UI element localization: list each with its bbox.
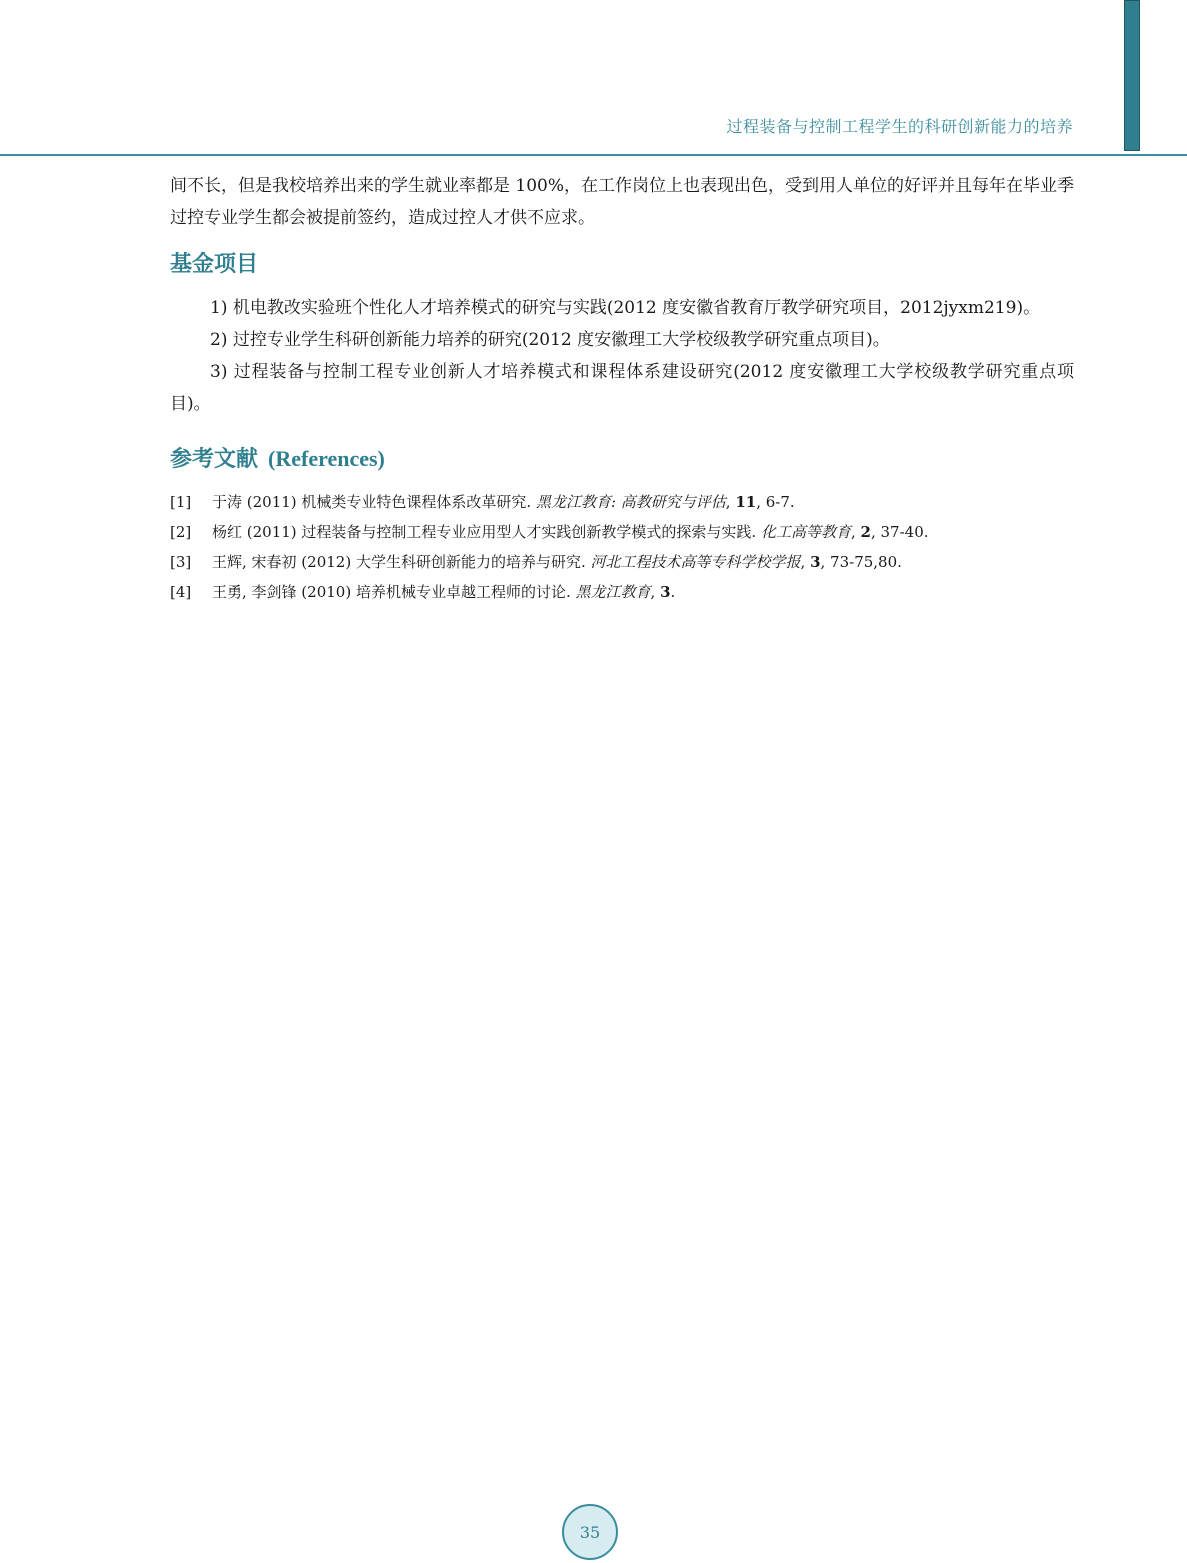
reference-sep: ,: [850, 523, 861, 541]
reference-number: [2]: [170, 523, 192, 541]
reference-tail: .: [670, 583, 676, 601]
reference-list: [170, 487, 1074, 607]
reference-item: [170, 547, 1074, 577]
page-number: 35: [562, 1504, 618, 1560]
reference-journal: 化工高等教育: [760, 523, 851, 541]
reference-sep: ,: [800, 553, 811, 571]
funding-item-3: 3) 过程装备与控制工程专业创新人才培养模式和课程体系建设研究(2012 度安徽理工大学校级教学研究重点项目)。: [170, 362, 1074, 414]
reference-body: [212, 577, 1074, 607]
header-rule: [0, 154, 1187, 156]
reference-volume: 3: [660, 583, 671, 601]
reference-text: 王辉, 宋春初 (2012) 大学生科研创新能力的培养与研究.: [212, 553, 591, 571]
reference-tail: , 73-75,80.: [820, 553, 902, 571]
reference-volume: 2: [860, 523, 871, 541]
reference-item: [170, 517, 1074, 547]
reference-body: [212, 547, 1074, 577]
reference-journal: 黑龙江教育: [575, 583, 651, 601]
reference-text: 于涛 (2011) 机械类专业特色课程体系改革研究.: [212, 493, 536, 511]
reference-tail: , 37-40.: [870, 523, 929, 541]
reference-item: [170, 487, 1074, 517]
reference-tail: , 6-7.: [756, 493, 795, 511]
references-heading-cn: 参考文献: [170, 447, 259, 472]
reference-body: [212, 517, 1074, 547]
reference-text: 王勇, 李剑锋 (2010) 培养机械专业卓越工程师的讨论.: [212, 583, 576, 601]
funding-item-1: 1) 机电教改实验班个性化人才培养模式的研究与实践(2012 度安徽省教育厅教学研究项目，2012jyxm219)。: [210, 298, 1041, 318]
funding-item-2: 2) 过控专业学生科研创新能力培养的研究(2012 度安徽理工大学校级教学研究重点项目)。: [210, 330, 890, 350]
reference-number: [1]: [170, 493, 192, 511]
reference-sep: ,: [725, 493, 736, 511]
reference-text: 杨红 (2011) 过程装备与控制工程专业应用型人才实践创新教学模式的探索与实践.: [212, 523, 761, 541]
body-continuation: 间不长，但是我校培养出来的学生就业率都是 100%，在工作岗位上也表现出色，受到用人单位的好评并且每年在毕业季过控专业学生都会被提前签约，造成过控人才供不应求。: [170, 176, 1075, 228]
reference-journal: 黑龙江教育: 高教研究与评估: [535, 493, 726, 511]
reference-volume: 3: [810, 553, 821, 571]
reference-number: [3]: [170, 553, 192, 571]
references-heading-en: (References): [268, 446, 385, 471]
reference-volume: 11: [735, 493, 757, 511]
running-title: 过程装备与控制工程学生的科研创新能力的培养: [726, 117, 1073, 136]
page-content: [170, 170, 1074, 607]
header-accent-bar: [1124, 0, 1140, 151]
reference-journal: 河北工程技术高等专科学校学报: [590, 553, 801, 571]
reference-item: [170, 577, 1074, 607]
reference-sep: ,: [650, 583, 661, 601]
reference-body: [212, 487, 1074, 517]
funding-heading-text: 基金项目: [170, 252, 259, 277]
funding-heading: [170, 248, 1074, 282]
references-heading: [170, 442, 1074, 477]
reference-number: [4]: [170, 583, 192, 601]
